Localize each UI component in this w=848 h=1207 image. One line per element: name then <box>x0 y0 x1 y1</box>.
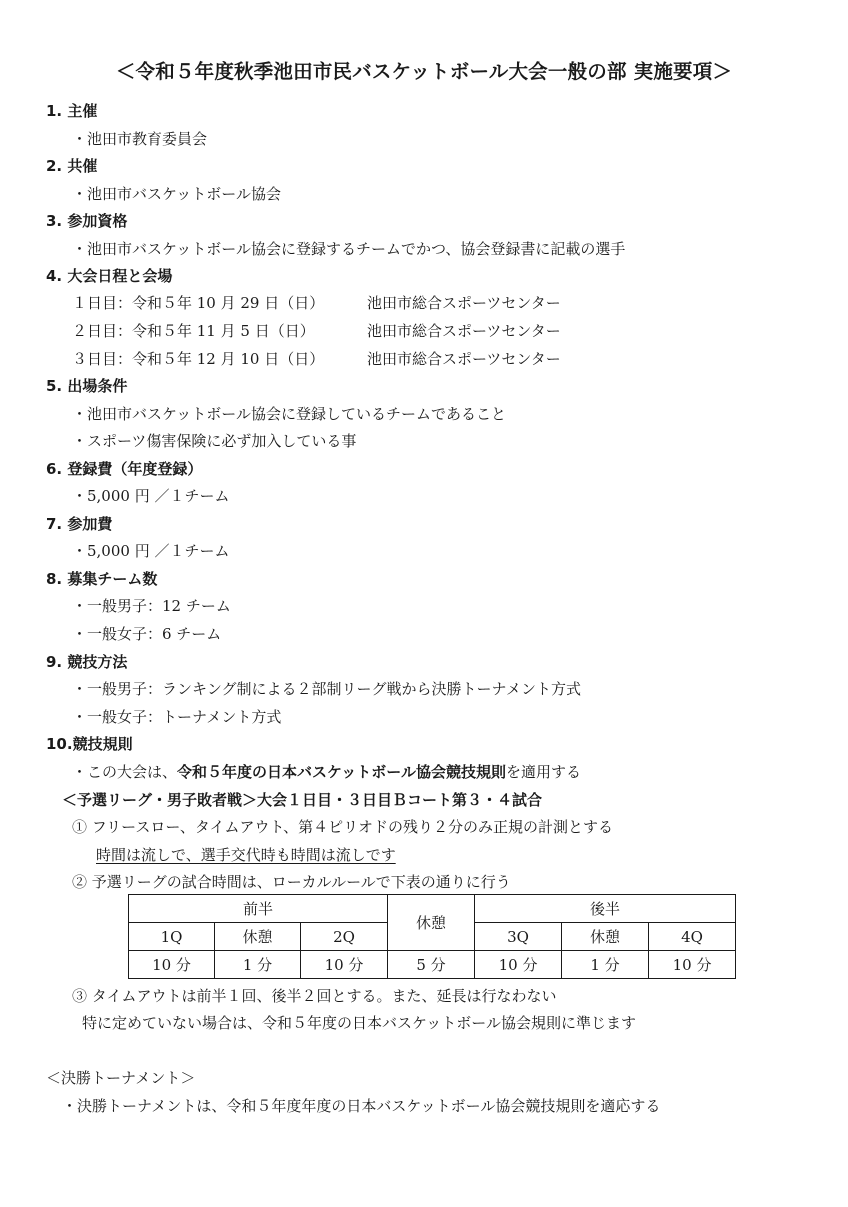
rule-line <box>72 761 581 782</box>
section-heading: 7. 参加費 <box>46 515 113 533</box>
prelim-heading: ＜予選リーグ・男子敗者戦＞大会１日目・３日目Ｂコート第３・４試合 <box>62 791 543 809</box>
first-half-header: 前半 <box>129 895 388 923</box>
section-heading: 4. 大会日程と会場 <box>46 267 173 285</box>
schedule-date: １日目：令和５年 10 月 29 日（日） <box>72 294 325 312</box>
final-heading: ＜決勝トーナメント＞ <box>46 1069 196 1087</box>
schedule-venue: 池田市総合スポーツセンター <box>367 350 561 368</box>
section-line: ・池田市バスケットボール協会 <box>72 185 281 203</box>
final-line: ・決勝トーナメントは、令和５年度年度の日本バスケットボール協会競技規則を適応する <box>62 1097 661 1115</box>
section-line: ・スポーツ傷害保険に必ず加入している事 <box>72 432 357 450</box>
duration-cell: 1 分 <box>562 951 649 979</box>
section-heading: 6. 登録費（年度登録） <box>46 460 203 478</box>
game-time-table <box>128 894 736 979</box>
section-line: ・池田市教育委員会 <box>72 130 208 148</box>
break-header: 休憩 <box>388 895 475 951</box>
period-2q: 2Q <box>301 923 388 951</box>
section-line: ・一般男子：12 チーム <box>72 597 231 615</box>
section-heading: 10.競技規則 <box>46 735 133 753</box>
duration-cell: 5 分 <box>388 951 475 979</box>
prelim-item-1: ① フリースロー、タイムアウト、第４ピリオドの残り２分のみ正規の計測とする <box>72 818 614 836</box>
prelim-item-2: ② 予選リーグの試合時間は、ローカルルールで下表の通りに行う <box>72 873 511 891</box>
period-3q: 3Q <box>475 923 562 951</box>
section-line: ・一般女子：6 チーム <box>72 625 222 643</box>
period-break-2: 休憩 <box>562 923 649 951</box>
second-half-header: 後半 <box>475 895 736 923</box>
section-line: ・一般男子：ランキング制による２部制リーグ戦から決勝トーナメント方式 <box>72 680 581 698</box>
section-line: ・池田市バスケットボール協会に登録するチームでかつ、協会登録書に記載の選手 <box>72 240 626 258</box>
schedule-venue: 池田市総合スポーツセンター <box>367 322 561 340</box>
duration-cell: 1 分 <box>215 951 301 979</box>
duration-cell: 10 分 <box>129 951 215 979</box>
section-line: ・5,000 円 ／１チーム <box>72 542 230 560</box>
period-4q: 4Q <box>649 923 736 951</box>
page-title: ＜令和５年度秋季池田市民バスケットボール大会一般の部 実施要項＞ <box>115 60 733 83</box>
duration-cell: 10 分 <box>475 951 562 979</box>
period-break-1: 休憩 <box>215 923 301 951</box>
duration-cell: 10 分 <box>301 951 388 979</box>
duration-cell: 10 分 <box>649 951 736 979</box>
section-line: ・5,000 円 ／１チーム <box>72 487 230 505</box>
schedule-venue: 池田市総合スポーツセンター <box>367 294 561 312</box>
schedule-date: ３日目：令和５年 12 月 10 日（日） <box>72 350 325 368</box>
section-heading: 8. 募集チーム数 <box>46 570 158 588</box>
prelim-item-3: ③ タイムアウトは前半１回、後半２回とする。また、延長は行なわない <box>72 987 557 1005</box>
section-heading: 3. 参加資格 <box>46 212 128 230</box>
section-heading: 5. 出場条件 <box>46 377 128 395</box>
prelim-note: 特に定めていない場合は、令和５年度の日本バスケットボール協会規則に準じます <box>82 1014 636 1032</box>
schedule-date: ２日目：令和５年 11 月 5 日（日） <box>72 322 315 340</box>
section-heading: 9. 競技方法 <box>46 653 128 671</box>
period-1q: 1Q <box>129 923 215 951</box>
section-line: ・池田市バスケットボール協会に登録しているチームであること <box>72 405 506 423</box>
section-heading: 1. 主催 <box>46 102 98 120</box>
section-heading: 2. 共催 <box>46 157 98 175</box>
rule-bold: 令和５年度の日本バスケットボール協会競技規則 <box>177 763 506 781</box>
rule-pre: ・この大会は、 <box>72 763 178 781</box>
section-line: ・一般女子：トーナメント方式 <box>72 708 282 726</box>
prelim-item-1-note: 時間は流しで、選手交代時も時間は流しです <box>96 846 396 864</box>
rule-post: を適用する <box>505 763 581 781</box>
